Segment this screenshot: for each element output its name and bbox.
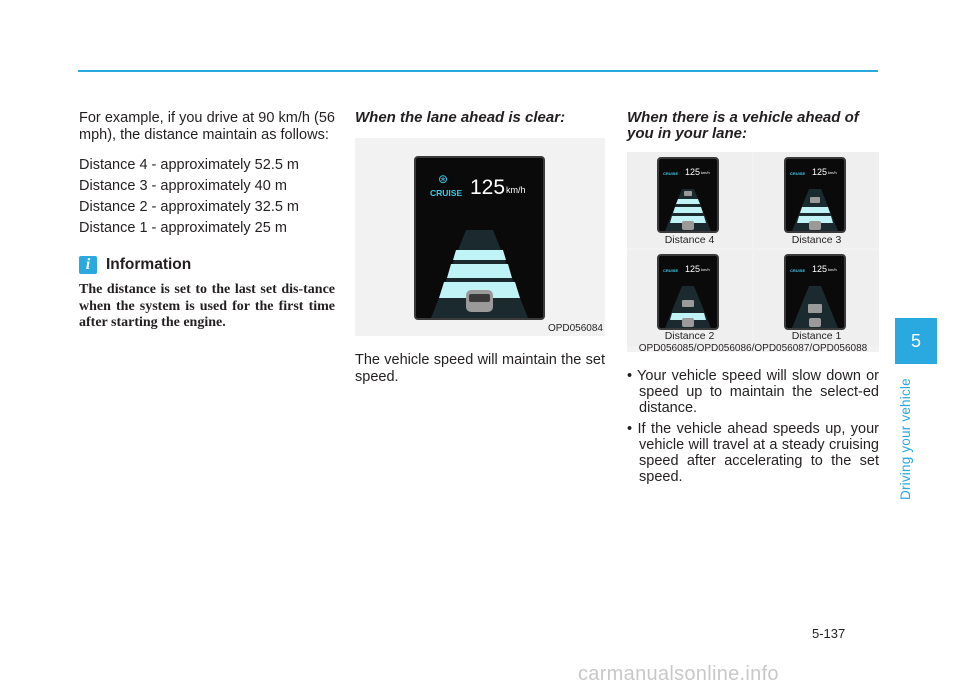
intro-paragraph: For example, if you drive at 90 km/h (56 mph), the distance maintain as follows: [79,110,335,143]
mini-cruise-label: CRUISE [663,268,679,273]
mini-unit: km/h [701,267,710,272]
lane-clear-body: The vehicle speed will maintain the set speed. [355,352,605,385]
distance-2-line: Distance 2 - approximately 32.5 m [79,199,300,215]
mini-display [657,157,719,233]
mini-cruise-label: CRUISE [790,171,806,176]
information-body: The distance is set to the last set dis-tance when the system is used for the first time after starting the engine. [79,282,335,330]
speed-value: 125 [470,176,506,199]
bullet-text: Your vehicle speed will slow down or speed up to maintain the select-ed distance. [637,368,879,416]
cruise-icon: ⊛ [438,172,449,186]
cruise-label: CRUISE [430,188,463,198]
distance-3-cell [754,152,879,248]
mini-display [784,254,846,330]
distance-1-cell [754,250,879,346]
info-icon: i [79,256,97,274]
mini-unit: km/h [701,170,710,175]
figure-code: OPD056084 [547,323,603,334]
lane-clear-figure [355,138,605,336]
distance-2-label: Distance 2 [664,330,715,342]
distance-1-line: Distance 1 - approximately 25 m [79,220,287,236]
distance-3-label: Distance 3 [791,234,842,246]
chapter-title: Driving your vehicle [898,378,913,500]
header-rule [78,70,878,72]
distance-list [79,157,335,236]
mini-display [657,254,719,330]
mini-speed: 125 [812,167,828,177]
bullet-marker: • [627,368,633,384]
vehicle-ahead-bullets [627,368,879,485]
distance-4-label: Distance 4 [664,234,715,246]
information-header [79,256,335,274]
distance-1-label: Distance 1 [791,330,842,342]
bullet-item [627,368,879,416]
chapter-title-vertical [898,380,920,500]
left-column [79,110,335,332]
mini-speed: 125 [685,167,701,177]
bullet-text: If the vehicle ahead speeds up, your vehicle will travel at a steady cruising speed after accelerating to the set speed. [637,421,879,485]
speed-unit: km/h [506,185,526,195]
mini-cruise-label: CRUISE [790,268,806,273]
vehicle-ahead-heading: When there is a vehicle ahead of you in your lane: [627,109,859,142]
mini-unit: km/h [828,170,837,175]
watermark: carmanualsonline.info [578,663,779,685]
right-column [627,110,879,490]
lane-clear-heading: When the lane ahead is clear: [355,109,566,126]
page-number: 5-137 [812,626,846,641]
distance-2-cell [627,250,752,346]
bullet-item [627,421,879,485]
cluster-display [414,156,545,320]
mini-cruise-label: CRUISE [663,171,679,176]
distance-figure-grid [627,152,879,352]
middle-column [355,110,605,385]
distance-4-line: Distance 4 - approximately 52.5 m [79,157,300,173]
mini-unit: km/h [828,267,837,272]
distance-4-cell [627,152,752,248]
mini-speed: 125 [812,264,828,274]
mini-speed: 125 [685,264,701,274]
bullet-marker: • [627,421,633,437]
chapter-tab: 5 [895,318,937,364]
mini-display [784,157,846,233]
distance-3-line: Distance 3 - approximately 40 m [79,178,287,194]
information-title: Information [106,256,192,273]
grid-figure-code: OPD056085/OPD056086/OPD056087/OPD056088 [638,343,868,354]
